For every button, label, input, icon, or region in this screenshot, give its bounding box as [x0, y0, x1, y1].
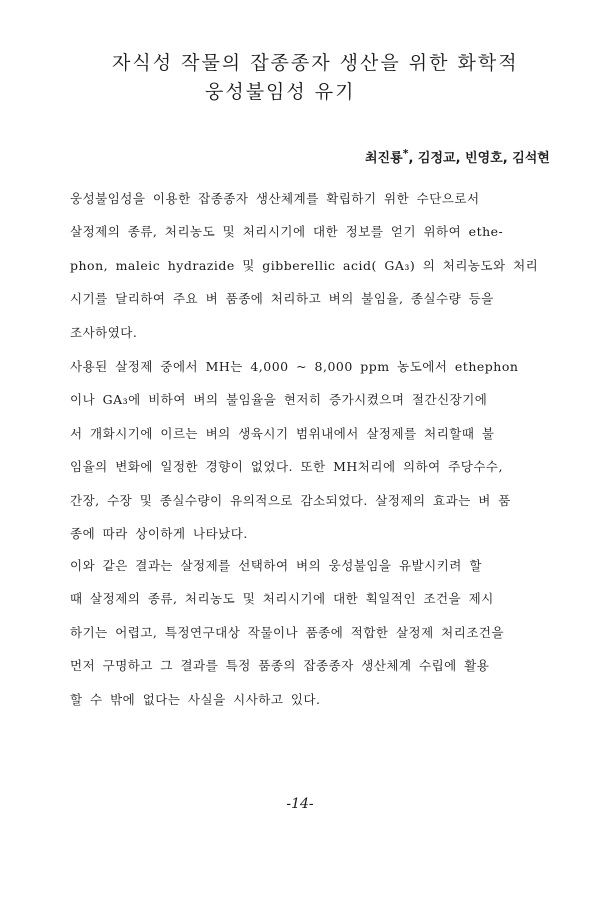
paragraph-line: 웅성불임성을 이용한 잡종종자 생산체계를 확립하기 위한 수단으로서: [70, 191, 480, 206]
paragraph-line: 간장, 수장 및 종실수량이 유의적으로 감소되었다. 살정제의 효과는 벼 품: [70, 492, 511, 508]
paragraph-3: [70, 549, 590, 716]
paragraph-line: 이와 같은 결과는 살정제를 선택하여 벼의 웅성불임을 유발시키려 할: [70, 558, 482, 573]
paragraph-line: 하기는 어렵고, 특정연구대상 작물이나 품종에 적합한 살정제 처리조건을: [70, 624, 505, 640]
paragraph-line: 먼저 구명하고 그 결과를 특정 품종의 잡종종자 생산체계 수립에 활용: [70, 658, 490, 674]
paragraph-line: 할 수 밖에 없다는 사실을 시사하고 있다.: [70, 691, 321, 707]
co-authors: , 김정교, 빈영호, 김석현: [408, 151, 550, 166]
page-number: -14-: [286, 796, 314, 812]
paragraph-line: 이나 GA₃에 비하여 벼의 불임율을 현저히 증가시켰으며 절간신장기에: [70, 392, 488, 408]
title-line-1: 자식성 작물의 잡종종자 생산을 위한 화학적: [112, 52, 519, 74]
paragraph-line: phon, maleic hydrazide 및 gibberellic acid( GA₃) 의 처리농도와 처리: [70, 257, 539, 273]
paragraph-line: 살정제의 종류, 처리농도 및 처리시기에 대한 정보를 얻기 위하여 ethe-: [70, 224, 504, 240]
paragraph-line: 임율의 변화에 일정한 경향이 없었다. 또한 MH처리에 의하여 주당수수,: [70, 459, 503, 475]
paragraph-line: 조사하였다.: [70, 324, 138, 340]
corresponding-author-mark: *: [402, 147, 409, 160]
paragraph-line: 시기를 달리하여 주요 벼 품종에 처리하고 벼의 불임율, 종실수량 등을: [70, 291, 494, 307]
paragraph-line: 종에 따라 상이하게 나타났다.: [70, 525, 248, 541]
paragraph-line: 사용된 살정제 중에서 MH는 4,000 ~ 8,000 ppm 농도에서 ethephon: [70, 359, 519, 374]
paragraph-2: [70, 350, 590, 550]
paragraph-1: [70, 182, 590, 349]
author-list: [365, 147, 550, 166]
corresponding-author: 최진룡: [365, 151, 403, 166]
paragraph-line: 서 개화시기에 이르는 벼의 생육시기 범위내에서 살정제를 처리할때 불: [70, 425, 495, 441]
title-line-2: 웅성불임성 유기: [205, 81, 356, 103]
paragraph-line: 때 살정제의 종류, 처리농도 및 처리시기에 대한 획일적인 조건을 제시: [70, 591, 494, 607]
